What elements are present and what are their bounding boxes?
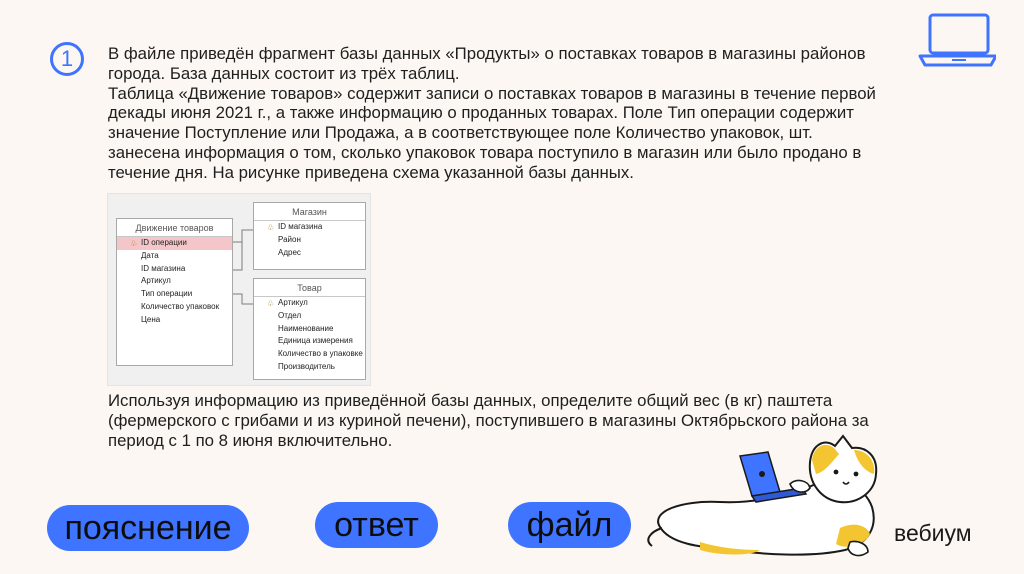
table-product bbox=[253, 278, 366, 380]
table-shop bbox=[253, 202, 366, 270]
field-row: Производитель bbox=[278, 361, 335, 371]
file-button[interactable]: файл bbox=[508, 502, 631, 548]
question-number-badge bbox=[50, 42, 84, 76]
field-row: Наименование bbox=[278, 323, 334, 333]
key-icon: ♧ bbox=[267, 299, 275, 308]
field-row: Единица измерения bbox=[278, 336, 353, 346]
table-movement bbox=[116, 218, 233, 366]
field-row: Адрес bbox=[278, 247, 301, 257]
intro-paragraph-1: В файле приведён фрагмент базы данных «Продукты» о поставках товаров в магазины районов города. База данных состоит из трёх таблиц. bbox=[108, 44, 866, 83]
field-row: ID магазина bbox=[141, 263, 186, 273]
field-row: Количество в упаковке bbox=[278, 349, 363, 359]
field-row: Артикул bbox=[141, 276, 171, 286]
question-text: Используя информацию из приведённой базы данных, определите общий вес (в кг) паштета (фермерского с грибами и из куриной печени), поступившего в магазины Октябрьского района за период с 1 по 8 июня включительно. bbox=[108, 391, 869, 450]
brand-logo-text: вебиум bbox=[894, 520, 972, 546]
key-icon: ♧ bbox=[267, 223, 275, 232]
table-product-title: Товар bbox=[254, 279, 365, 297]
laptop-icon bbox=[916, 12, 996, 68]
cat-illustration bbox=[640, 432, 890, 567]
field-row: Тип операции bbox=[141, 289, 193, 299]
field-row: Отдел bbox=[278, 310, 302, 320]
explain-button[interactable]: пояснение bbox=[47, 505, 249, 551]
table-movement-title: Движение товаров bbox=[117, 219, 232, 237]
field-row: ♧ Артикул bbox=[254, 297, 365, 310]
intro-paragraph-2: Таблица «Движение товаров» содержит записи о поставках товаров в магазины в течение первой декады июня 2021 г., а также информацию о проданных товарах. Поле Тип операции содержит значение Поступление или Продажа, а в соответствующее поле Количество упаковок, шт. занесена информация о том, сколько упаковок товара поступило в магазин или было продано в течение дня. На рисунке приведена схема указанной базы данных. bbox=[108, 83, 876, 182]
key-icon: ♧ bbox=[130, 239, 138, 248]
question-number: 1 bbox=[60, 46, 74, 71]
field-row: Дата bbox=[141, 250, 159, 260]
field-row: ♧ ID операции bbox=[117, 237, 232, 250]
field-row: ♧ ID магазина bbox=[254, 221, 365, 234]
field-row: Район bbox=[278, 234, 301, 244]
table-shop-title: Магазин bbox=[254, 203, 365, 221]
database-schema-diagram bbox=[107, 193, 371, 386]
field-row: Цена bbox=[141, 314, 161, 324]
answer-button[interactable]: ответ bbox=[315, 502, 438, 548]
field-row: Количество упаковок bbox=[141, 301, 220, 311]
intro-text bbox=[108, 44, 888, 183]
